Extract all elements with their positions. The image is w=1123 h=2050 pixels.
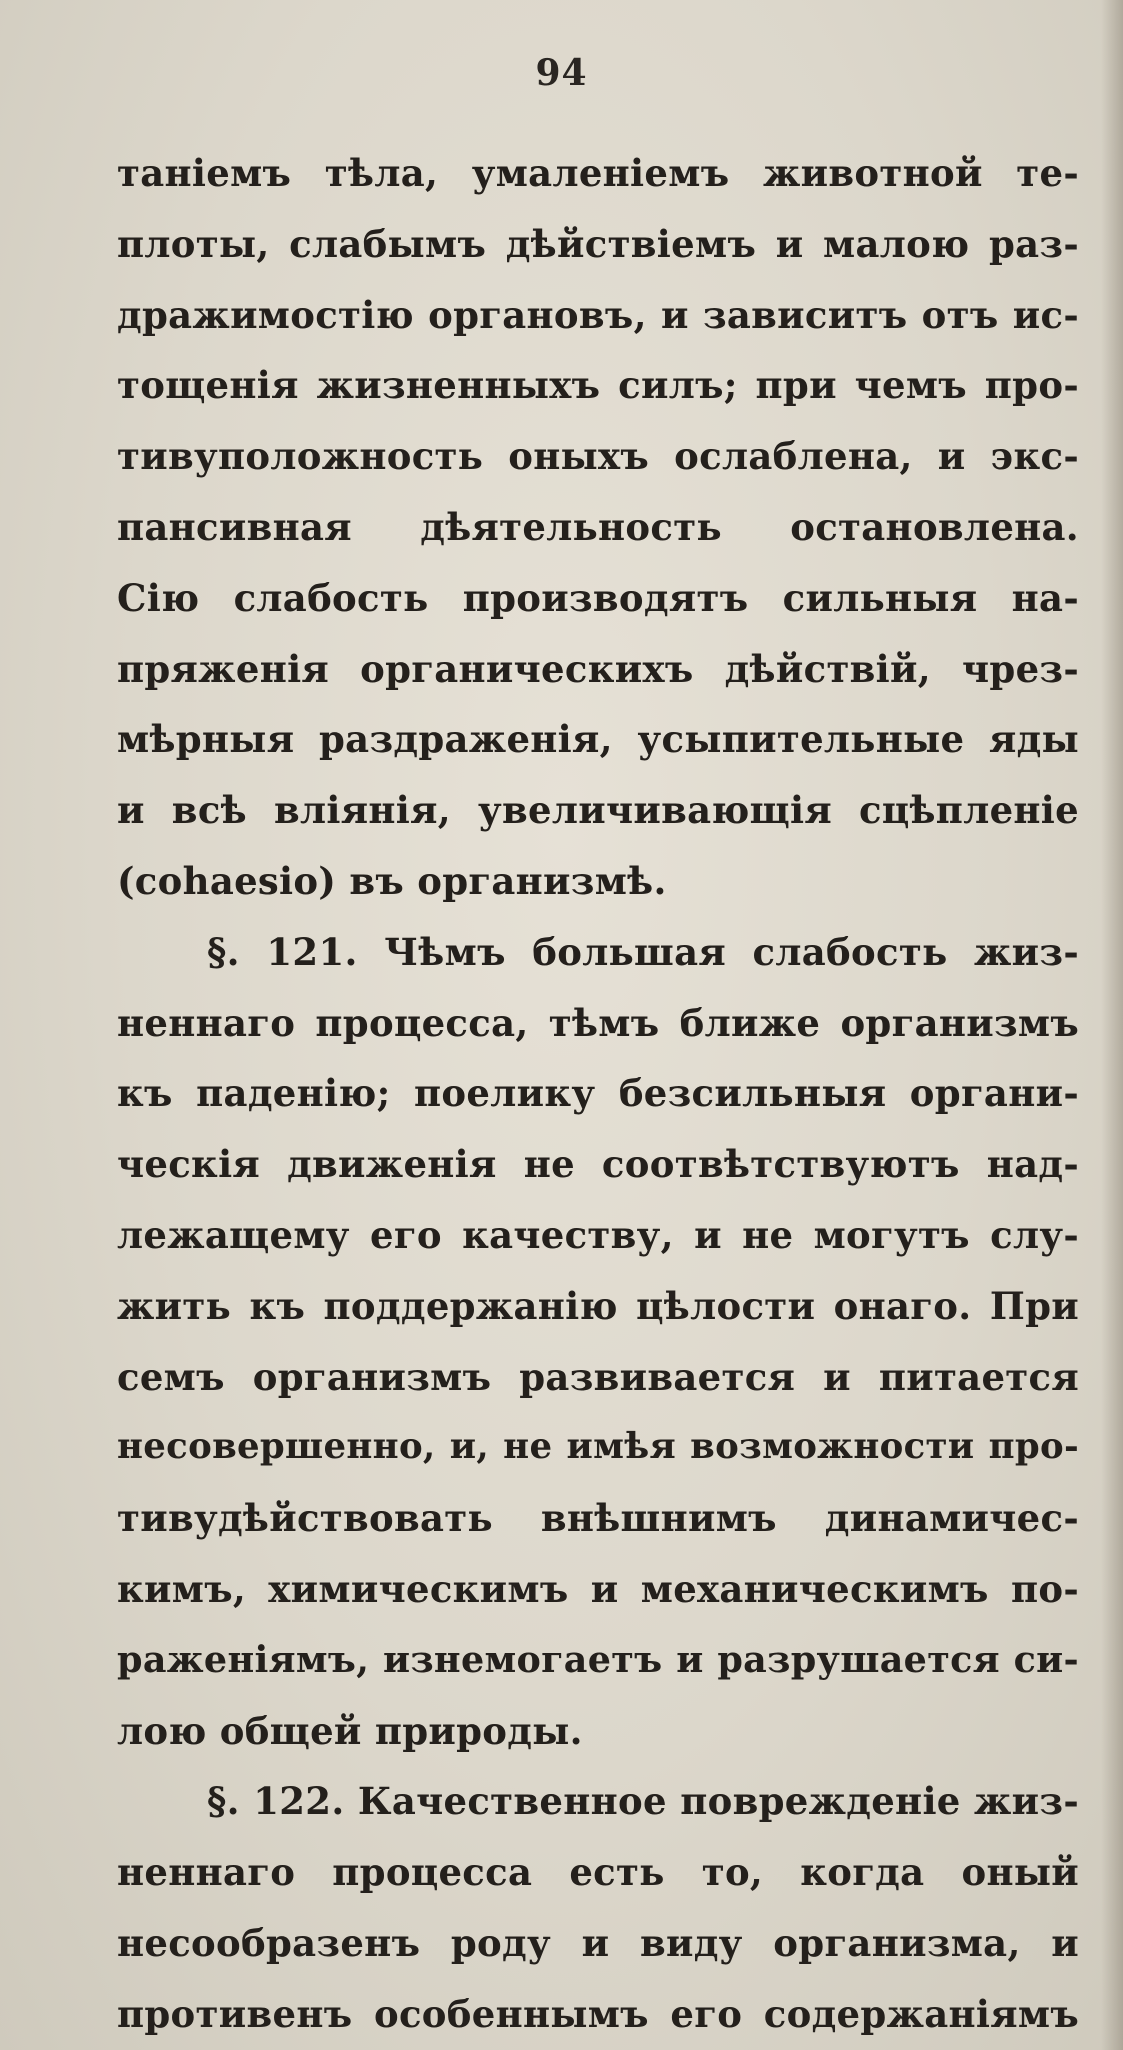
text-line: жить къ поддержанію цѣлости онаго. При <box>117 1283 1079 1328</box>
text-line: кимъ, химическимъ и механическимъ по- <box>117 1566 1079 1611</box>
text-line: несовершенно, и, не имѣя возможности про- <box>117 1426 1079 1468</box>
page-number: 94 <box>535 52 588 94</box>
text-line: противенъ особеннымъ его содержаніямъ <box>117 1991 1079 2036</box>
page-edge-shadow <box>1101 0 1123 2050</box>
text-line: плоты, слабымъ дѣйствіемъ и малою раз- <box>117 221 1079 266</box>
text-line: несообразенъ роду и виду организма, и <box>117 1920 1079 1965</box>
text-line: Сію слабость производятъ сильныя на- <box>117 575 1079 620</box>
text-line: дражимостію органовъ, и зависитъ отъ ис- <box>117 292 1079 337</box>
text-line: лежащему его качеству, и не могутъ слу- <box>117 1212 1079 1257</box>
body-text <box>117 138 1079 2050</box>
text-line: семъ организмъ развивается и питается <box>117 1354 1079 1399</box>
text-line: (cohaesio) въ организмѣ. <box>117 858 667 903</box>
section-heading-line: §. 122. Качественное поврежденіе жиз- <box>207 1779 1079 1824</box>
text-line: неннаго процесса, тѣмъ ближе организмъ <box>117 1000 1079 1045</box>
text-line: къ паденію; поелику безсильныя органи- <box>117 1071 1079 1116</box>
text-line: мѣрныя раздраженія, усыпительные яды <box>117 717 1079 762</box>
text-line: лою общей природы. <box>117 1708 583 1753</box>
text-line: тивудѣйствовать внѣшнимъ динамичес- <box>117 1496 1079 1541</box>
section-heading-line: §. 121. Чѣмъ большая слабость жиз- <box>207 929 1079 974</box>
text-line: ческія движенія не соотвѣтствуютъ над- <box>117 1142 1079 1187</box>
paragraph <box>117 138 1079 917</box>
paragraph-section-121 <box>117 917 1079 1767</box>
text-line: пансивная дѣятельность остановлена. <box>117 504 1079 549</box>
text-line: раженіямъ, изнемогаетъ и разрушается си- <box>117 1637 1079 1681</box>
text-line: пряженія органическихъ дѣйствій, чрез- <box>117 646 1079 691</box>
text-line: и всѣ вліянія, увеличивающія сцѣпленіе <box>117 788 1079 833</box>
paragraph-section-122 <box>117 1766 1079 2049</box>
text-line: тивуположность оныхъ ослаблена, и экс- <box>117 434 1079 479</box>
text-line: неннаго процесса есть то, когда оный <box>117 1850 1079 1895</box>
text-line: тощенія жизненныхъ силъ; при чемъ про- <box>117 363 1079 408</box>
text-line: таніемъ тѣла, умаленіемъ животной те- <box>117 151 1079 195</box>
